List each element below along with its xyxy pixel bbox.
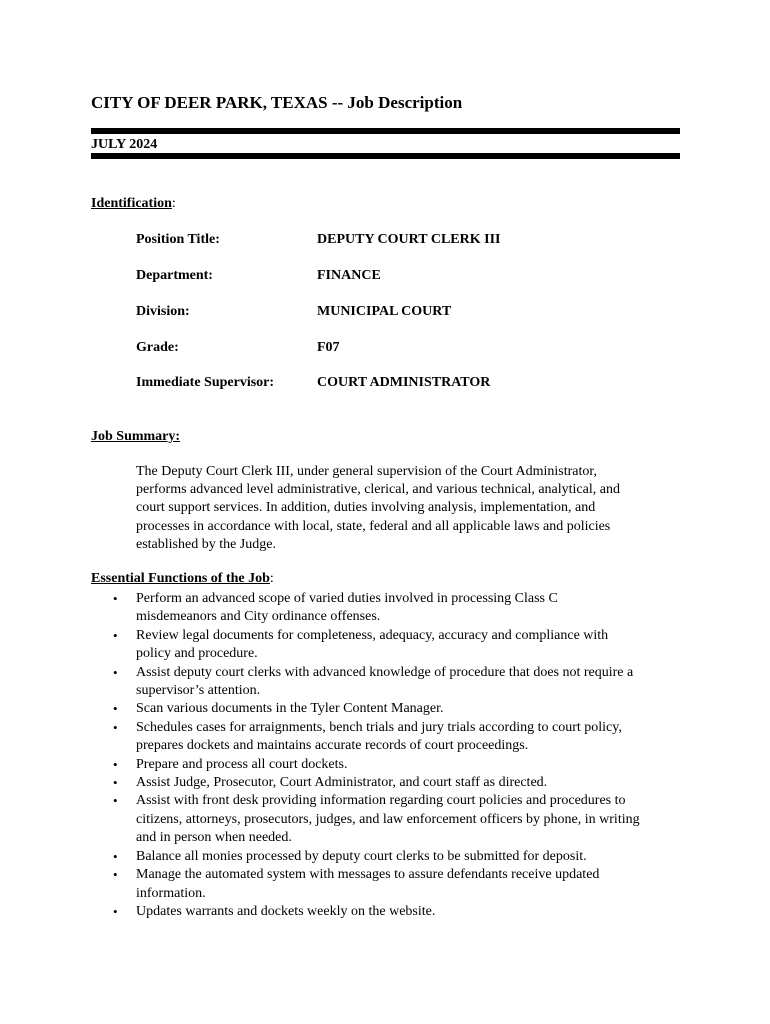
summary-line: The Deputy Court Clerk III, under general supervision of the Court Administrator, — [136, 464, 597, 479]
identification-heading-text: Identification — [91, 196, 172, 211]
bullet-icon: • — [113, 903, 118, 919]
department-label: Department: — [136, 268, 213, 283]
list-item-text: prepares dockets and maintains accurate records of court proceedings. — [136, 738, 529, 754]
summary-line: performs advanced level administrative, clerical, and various technical, analytical, and — [136, 482, 620, 498]
list-item — [0, 792, 770, 847]
list-item — [0, 756, 770, 774]
top-divider — [91, 128, 680, 134]
list-item — [0, 627, 770, 664]
essential-functions-heading-colon: : — [269, 571, 274, 586]
summary-line: court support services. In addition, duties involving analysis, implementation, and — [136, 500, 596, 516]
list-item-text: Assist deputy court clerks with advanced knowledge of procedure that does not require a — [136, 664, 634, 680]
list-item-text: Assist with front desk providing information regarding court policies and procedures to — [136, 793, 626, 809]
identification-heading-colon: : — [171, 196, 176, 211]
list-item-text: Prepare and process all court dockets. — [136, 756, 348, 772]
list-item-text: Scan various documents in the Tyler Content Manager. — [136, 701, 444, 717]
bullet-icon: • — [113, 848, 118, 864]
job-summary-heading — [91, 429, 180, 445]
summary-line: established by the Judge. — [136, 536, 276, 552]
list-item-text: citizens, attorneys, prosecutors, judges, and law enforcement officers by phone, in writing — [136, 811, 640, 827]
position-title-value: DEPUTY COURT CLERK III — [317, 232, 501, 247]
bullet-icon: • — [113, 793, 118, 809]
bullet-icon: • — [113, 627, 118, 643]
bullet-icon: • — [113, 775, 118, 791]
bottom-divider — [91, 153, 680, 159]
identification-heading — [91, 196, 176, 212]
list-item — [0, 774, 770, 792]
essential-functions-heading — [91, 571, 274, 587]
list-item-text: Schedules cases for arraignments, bench trials and jury trials according to court policy, — [136, 719, 622, 735]
list-item — [0, 700, 770, 718]
supervisor-value: COURT ADMINISTRATOR — [317, 375, 491, 390]
list-item-text: Updates warrants and dockets weekly on the website. — [136, 903, 436, 919]
list-item — [0, 848, 770, 866]
summary-line: processes in accordance with local, state, federal and all applicable laws and policies — [136, 518, 611, 534]
bullet-icon: • — [113, 664, 118, 680]
division-value: MUNICIPAL COURT — [317, 304, 452, 319]
grade-value: F07 — [317, 340, 340, 355]
list-item-text: policy and procedure. — [136, 646, 258, 662]
list-item-text: supervisor’s attention. — [136, 683, 261, 699]
list-item-text: and in person when needed. — [136, 830, 292, 846]
list-item-text: Assist Judge, Prosecutor, Court Administrator, and court staff as directed. — [136, 775, 548, 791]
list-item — [0, 903, 770, 921]
list-item — [0, 866, 770, 903]
position-title-label: Position Title: — [136, 232, 220, 247]
list-item-text: Perform an advanced scope of varied duties involved in processing Class C — [136, 591, 558, 606]
department-value: FINANCE — [317, 268, 381, 283]
list-item — [0, 664, 770, 701]
grade-label: Grade: — [136, 340, 179, 355]
document-title: CITY OF DEER PARK, TEXAS -- Job Description — [91, 93, 463, 112]
essential-functions-list — [0, 590, 770, 921]
job-summary-heading-text: Job Summary: — [91, 429, 181, 444]
job-summary-paragraph — [136, 463, 676, 554]
bullet-icon: • — [113, 756, 118, 772]
list-item-text: misdemeanors and City ordinance offenses. — [136, 609, 381, 625]
list-item — [0, 590, 770, 627]
essential-functions-heading-text: Essential Functions of the Job — [91, 571, 270, 586]
bullet-icon: • — [113, 719, 118, 735]
supervisor-label: Immediate Supervisor: — [136, 375, 275, 390]
bullet-icon: • — [113, 701, 118, 717]
bullet-icon: • — [113, 591, 118, 606]
list-item-text: Balance all monies processed by deputy court clerks to be submitted for deposit. — [136, 848, 587, 864]
list-item-text: Manage the automated system with messages to assure defendants receive updated — [136, 867, 600, 883]
list-item-text: Review legal documents for completeness, adequacy, accuracy and compliance with — [136, 627, 609, 643]
list-item-text: information. — [136, 885, 206, 901]
list-item — [0, 719, 770, 756]
document-date: JULY 2024 — [91, 137, 158, 152]
division-label: Division: — [136, 304, 190, 319]
bullet-icon: • — [113, 867, 118, 883]
